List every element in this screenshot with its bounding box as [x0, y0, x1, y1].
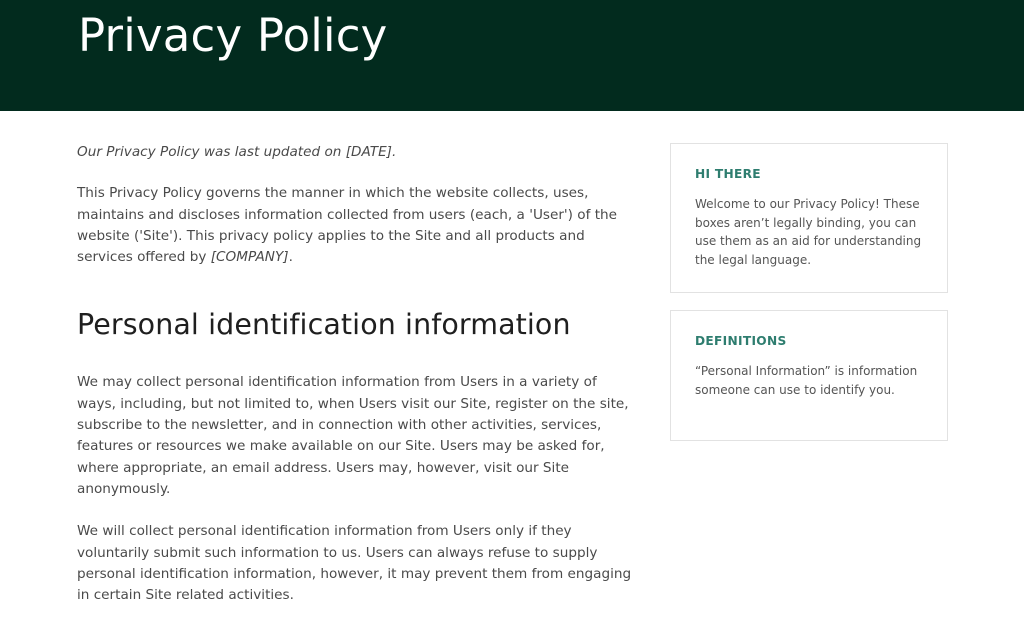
intro-text: This Privacy Policy governs the manner in which the website collects, uses, maintains and discloses information collected from users (each, a 'User') of the website ('Site'). This privacy policy applies to the Site and all products and services offered by — [77, 185, 618, 266]
info-card-hi-there — [670, 143, 948, 293]
policy-content — [77, 142, 637, 606]
info-card-text: “Personal Information” is information someone can use to identify you. — [695, 364, 918, 397]
page-header — [0, 0, 1024, 111]
info-card-text: Welcome to our Privacy Policy! These boxes aren’t legally binding, you can use them as an aid for understanding the legal language. — [695, 197, 922, 268]
intro-end: . — [288, 249, 293, 266]
last-updated-note: Our Privacy Policy was last updated on [DATE]. — [77, 144, 397, 160]
section-paragraph-1: We may collect personal identification information from Users in a variety of ways, including, but not limited to, when Users visit our Site, register on the site, subscribe to the newsletter, and in connection with other activities, services, features or resources we make available on our Site. Users may be asked for, where appropriate, an email address. Users may, however, visit our Site anonymously. — [77, 374, 629, 497]
section-heading: Personal identification information — [77, 308, 571, 342]
intro-paragraph — [77, 183, 637, 268]
section-paragraph-2: We will collect personal identification information from Users only if they voluntarily submit such information to us. Users can always refuse to supply personal identification information, however, it may prevent them from engaging in certain Site related activities. — [77, 523, 632, 604]
info-card-title: DEFINITIONS — [695, 334, 787, 348]
page-title: Privacy Policy — [78, 9, 388, 62]
company-placeholder: [COMPANY] — [210, 249, 289, 266]
info-card-definitions — [670, 310, 948, 441]
info-card-title: HI THERE — [695, 167, 761, 181]
